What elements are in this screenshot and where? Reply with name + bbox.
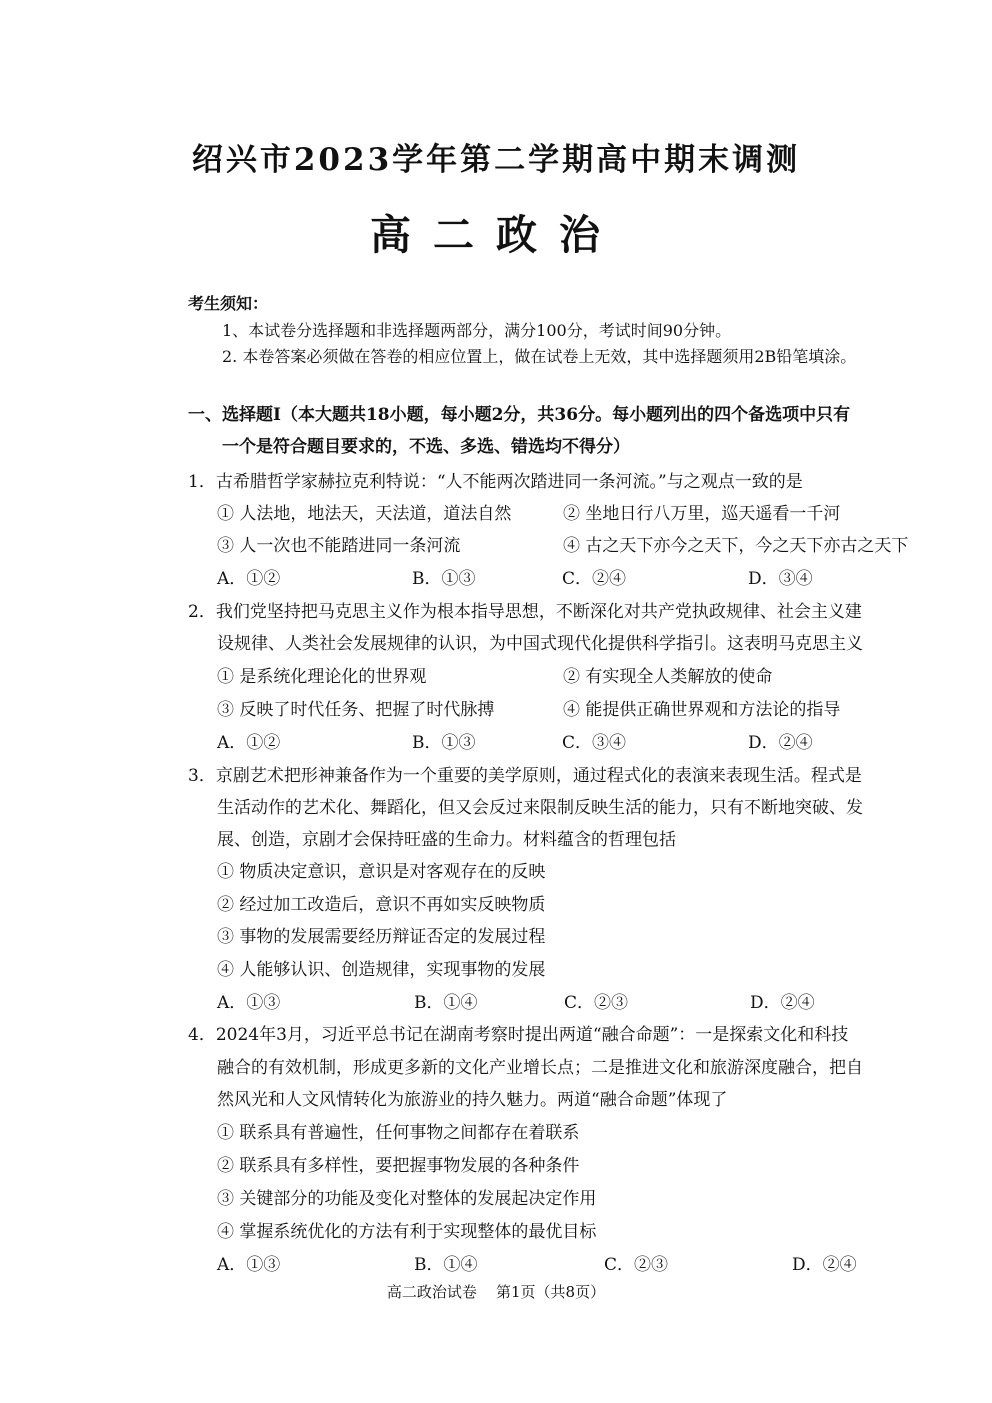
question-1-option: ③ 人一次也不能踏进同一条河流 [217,536,461,556]
question-4-option: ④ 掌握系统优化的方法有利于实现整体的最优目标 [217,1222,597,1242]
notice-item: 1、本试卷分选择题和非选择题两部分，满分100分，考试时间90分钟。 [222,321,732,340]
question-1-choice-d: D．③④ [748,569,813,589]
question-2-stem-cont: 设规律、人类社会发展规律的认识，为中国式现代化提供科学指引。这表明马克思主义 [217,634,863,654]
question-4-option: ① 联系具有普遍性，任何事物之间都存在着联系 [217,1123,580,1143]
question-4-choice-b: B．①④ [414,1255,478,1275]
question-1-choice-a: A．①② [217,569,281,589]
question-3-stem: 3．京剧艺术把形神兼备作为一个重要的美学原则，通过程式化的表演来表现生活。程式是 [188,766,862,786]
question-3-choice-c: C．②③ [564,993,629,1013]
question-2-option: ① 是系统化理论化的世界观 [217,667,427,687]
question-3-option: ③ 事物的发展需要经历辩证否定的发展过程 [217,927,546,947]
question-2-stem: 2．我们党坚持把马克思主义作为根本指导思想，不断深化对共产党执政规律、社会主义建 [188,602,862,622]
question-4-stem-cont: 然风光和人文风情转化为旅游业的持久魅力。两道“融合命题”体现了 [217,1090,728,1110]
question-4-option: ② 联系具有多样性，要把握事物发展的各种条件 [217,1156,580,1176]
question-2-choice-a: A．①② [217,733,281,753]
notice-item: 2. 本卷答案必须做在答卷的相应位置上，做在试卷上无效，其中选择题须用2B铅笔填涂。 [222,347,857,366]
question-3-stem-cont: 展、创造，京剧才会保持旺盛的生命力。材料蕴含的哲理包括 [217,830,676,850]
question-3-choice-d: D．②④ [750,993,815,1013]
section-heading: 一、选择题Ⅰ（本大题共18小题，每小题2分，共36分。每小题列出的四个备选项中只有 [188,405,851,425]
question-1-option: ④ 古之天下亦今之天下，今之天下亦古之天下 [563,536,909,556]
question-1-option: ② 坐地日行八万里，巡天遥看一千河 [563,504,841,524]
question-4-option: ③ 关键部分的功能及变化对整体的发展起决定作用 [217,1189,597,1209]
question-4-choice-a: A．①③ [217,1255,281,1275]
question-1-choice-b: B．①③ [412,569,476,589]
question-1-option: ① 人法地，地法天，天法道，道法自然 [217,504,512,524]
question-2-option: ④ 能提供正确世界观和方法论的指导 [563,700,841,720]
page-footer: 高二政治试卷 第1页（共8页） [386,1283,606,1301]
question-4-choice-c: C．②③ [604,1255,669,1275]
question-2-choice-c: C．③④ [562,733,627,753]
question-2-option: ③ 反映了时代任务、把握了时代脉搏 [217,700,495,720]
question-2-choice-b: B．①③ [412,733,476,753]
question-3-stem-cont: 生活动作的艺术化、舞蹈化，但又会反过来限制反映生活的能力，只有不断地突破、发 [217,798,863,818]
question-3-choice-a: A．①③ [217,993,281,1013]
question-3-option: ① 物质决定意识，意识是对客观存在的反映 [217,862,546,882]
question-2-choice-d: D．②④ [748,733,813,753]
section-heading-cont: 一个是符合题目要求的，不选、多选、错选均不得分） [222,437,630,457]
notice-heading: 考生须知： [188,294,269,313]
question-1-choice-c: C．②④ [562,569,627,589]
exam-title: 绍兴市2023学年第二学期高中期末调测 [191,142,801,178]
question-4-choice-d: D．②④ [792,1255,857,1275]
question-4-stem: 4．2024年3月，习近平总书记在湖南考察时提出两道“融合命题”：一是探索文化和科技 [188,1025,849,1045]
question-3-option: ④ 人能够认识、创造规律，实现事物的发展 [217,960,546,980]
question-1-stem: 1．古希腊哲学家赫拉克利特说：“人不能两次踏进同一条河流。”与之观点一致的是 [188,472,803,492]
question-3-option: ② 经过加工改造后，意识不再如实反映物质 [217,895,546,915]
subject-title: 高二政治 [370,211,622,259]
question-2-option: ② 有实现全人类解放的使命 [563,667,773,687]
question-3-choice-b: B．①④ [414,993,478,1013]
question-4-stem-cont: 融合的有效机制，形成更多新的文化产业增长点；二是推进文化和旅游深度融合，把自 [217,1058,863,1078]
